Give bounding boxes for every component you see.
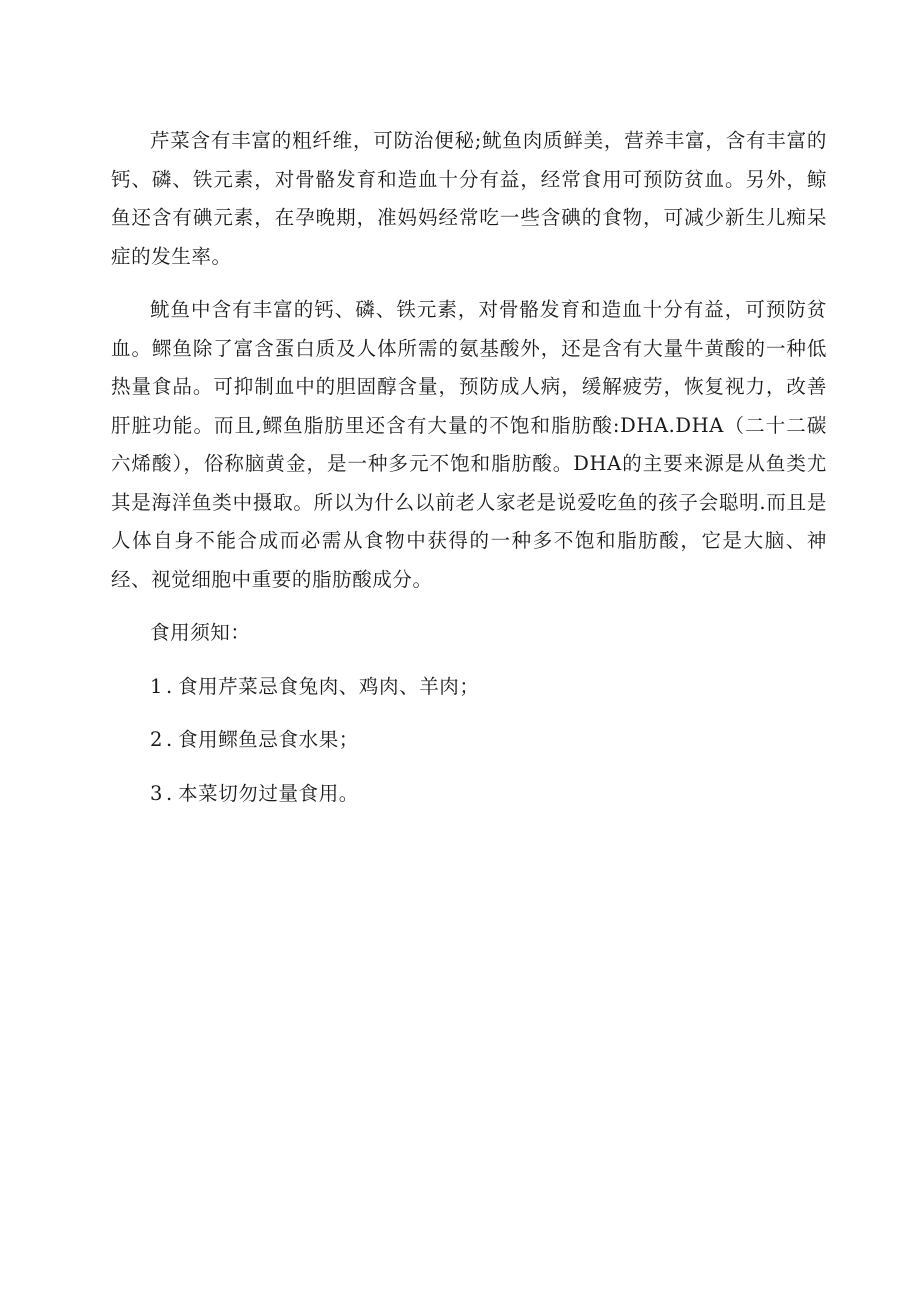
list-item-separator: . [166,781,173,805]
paragraph-squid-nutrition: 鱿鱼中含有丰富的钙、磷、铁元素，对骨骼发育和造血十分有益，可预防贫血。鳏鱼除了富含蛋白质及人体所需的氨基酸外，还是含有大量牛黄酸的一种低热量食品。可抑制血中的胆固醇含量，预防成人病，缓解疲劳，恢复视力，改善肝脏功能。而且,鳏鱼脂肪里还含有大量的不饱和脂肪酸:DHA.DHA（二十二碳六烯酸），俗称脑黄金，是一种多元不饱和脂肪酸。DHA的主要来源是从鱼类尤其是海洋鱼类中摄取。所以为什么以前老人家老是说爱吃鱼的孩子会聪明.而且是人体自身不能合成而必需从食物中获得的一种多不饱和脂肪酸，它是大脑、神经、视觉细胞中重要的脂肪酸成分。 [111,298,827,591]
list-item-separator: . [166,674,173,698]
list-item-number: 3 [150,781,164,805]
list-item [111,668,827,707]
list-item-number: 1 [150,674,164,698]
list-item-separator: . [166,728,173,751]
list-item [111,775,827,814]
paragraph-celery-squid: 芹菜含有丰富的粗纤维，可防治便秘;鱿鱼肉质鲜美，营养丰富，含有丰富的钙、磷、铁元素，对骨骼发育和造血十分有益，经常食用可预防贫血。另外，鲸鱼还含有碘元素，在孕晚期，准妈妈经常吃一些含碘的食物，可减少新生儿痴呆症的发生率。 [111,129,827,268]
list-item-number: 2 [150,728,164,751]
list-item-text: 本菜切勿过量食用。 [178,781,359,805]
notes-heading: 食用须知： [150,621,251,644]
notes-list [111,668,827,814]
document-body [111,122,827,828]
list-item-text: 食用鳏鱼忌食水果； [178,728,359,751]
list-item [111,721,827,760]
list-item-text: 食用芹菜忌食兔肉、鸡肉、羊肉； [178,674,480,698]
